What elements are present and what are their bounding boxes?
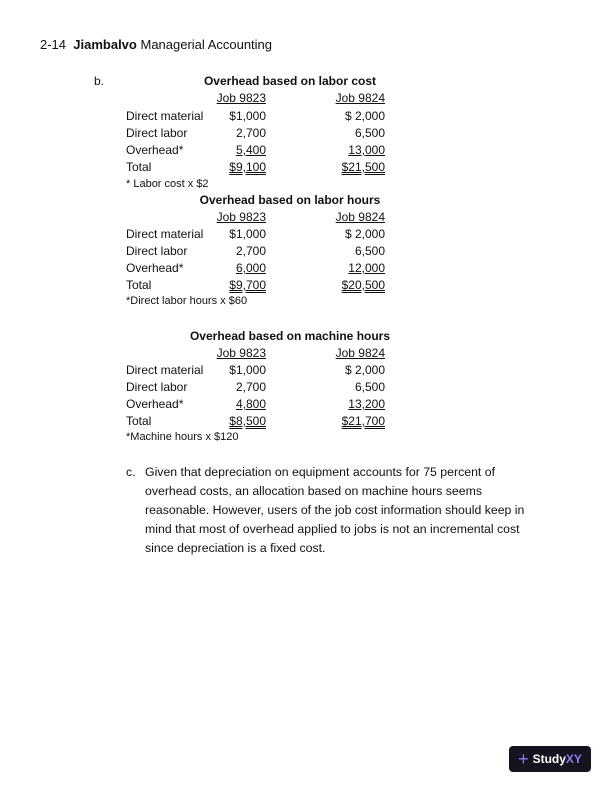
cell-value: 6,000 — [235, 261, 266, 275]
cell-value: $ 2,000 — [344, 227, 385, 241]
row-label: Total — [126, 160, 152, 174]
plus-icon: + — [518, 748, 529, 769]
row-label: Overhead* — [126, 397, 184, 411]
page-header — [40, 38, 272, 52]
cell-value: 5,400 — [235, 143, 266, 157]
cell-value: 12,000 — [348, 261, 385, 275]
column-header: Job 9824 — [335, 346, 385, 360]
part-b-label: b. — [94, 74, 105, 88]
table-title-labor-cost: Overhead based on labor cost — [203, 74, 377, 88]
row-label: Direct material — [126, 363, 204, 377]
cell-value: $ 2,000 — [344, 363, 385, 377]
part-c-text: Given that depreciation on equipment accounts for 75 percent of overhead costs, an allocation based on machine hours seems reasonable. However, users of the job cost information should keep in mind that most of overhead applied to jobs is not an incremental cost since depreciation is a fixed cost. — [145, 465, 525, 555]
table-title-labor-hours: Overhead based on labor hours — [199, 193, 381, 207]
table-footnote: * Labor cost x $2 — [126, 178, 209, 190]
cell-value: 6,500 — [354, 126, 385, 140]
logo-text: Study — [532, 752, 566, 766]
cell-value: $8,500 — [229, 414, 266, 428]
cell-value: 2,700 — [235, 244, 266, 258]
author: Jiambalvo — [73, 37, 137, 52]
column-header: Job 9824 — [335, 91, 385, 105]
row-label: Overhead* — [126, 261, 184, 275]
table-footnote: *Direct labor hours x $60 — [126, 295, 248, 307]
cell-value: $21,700 — [341, 414, 385, 428]
cell-value: $20,500 — [341, 278, 385, 292]
cell-value: $9,700 — [229, 278, 266, 292]
column-header: Job 9823 — [216, 346, 266, 360]
cell-value: 13,000 — [348, 143, 385, 157]
part-c-label: c. — [126, 465, 136, 479]
row-label: Overhead* — [126, 143, 184, 157]
cell-value: 6,500 — [354, 244, 385, 258]
cell-value: 4,800 — [235, 397, 266, 411]
column-header: Job 9823 — [216, 210, 266, 224]
column-header: Job 9823 — [216, 91, 266, 105]
logo-accent: XY — [565, 752, 582, 766]
column-header: Job 9824 — [335, 210, 385, 224]
row-label: Direct material — [126, 109, 204, 123]
book-title: Managerial Accounting — [140, 37, 273, 52]
page-number: 2-14 — [40, 37, 67, 52]
cell-value: $21,500 — [341, 160, 385, 174]
row-label: Direct labor — [126, 126, 188, 140]
cell-value: $ 2,000 — [344, 109, 385, 123]
row-label: Direct material — [126, 227, 204, 241]
cell-value: $1,000 — [229, 363, 266, 377]
cell-value: 2,700 — [235, 380, 266, 394]
row-label: Total — [126, 414, 152, 428]
cell-value: $9,100 — [229, 160, 266, 174]
row-label: Direct labor — [126, 380, 188, 394]
row-label: Total — [126, 278, 152, 292]
cell-value: $1,000 — [229, 227, 266, 241]
cell-value: 13,200 — [348, 397, 385, 411]
cell-value: $1,000 — [229, 109, 266, 123]
cell-value: 2,700 — [235, 126, 266, 140]
cell-value: 6,500 — [354, 380, 385, 394]
table-footnote: *Machine hours x $120 — [126, 431, 239, 443]
row-label: Direct labor — [126, 244, 188, 258]
studyxy-logo — [509, 746, 591, 772]
table-title-machine-hours: Overhead based on machine hours — [189, 329, 391, 343]
